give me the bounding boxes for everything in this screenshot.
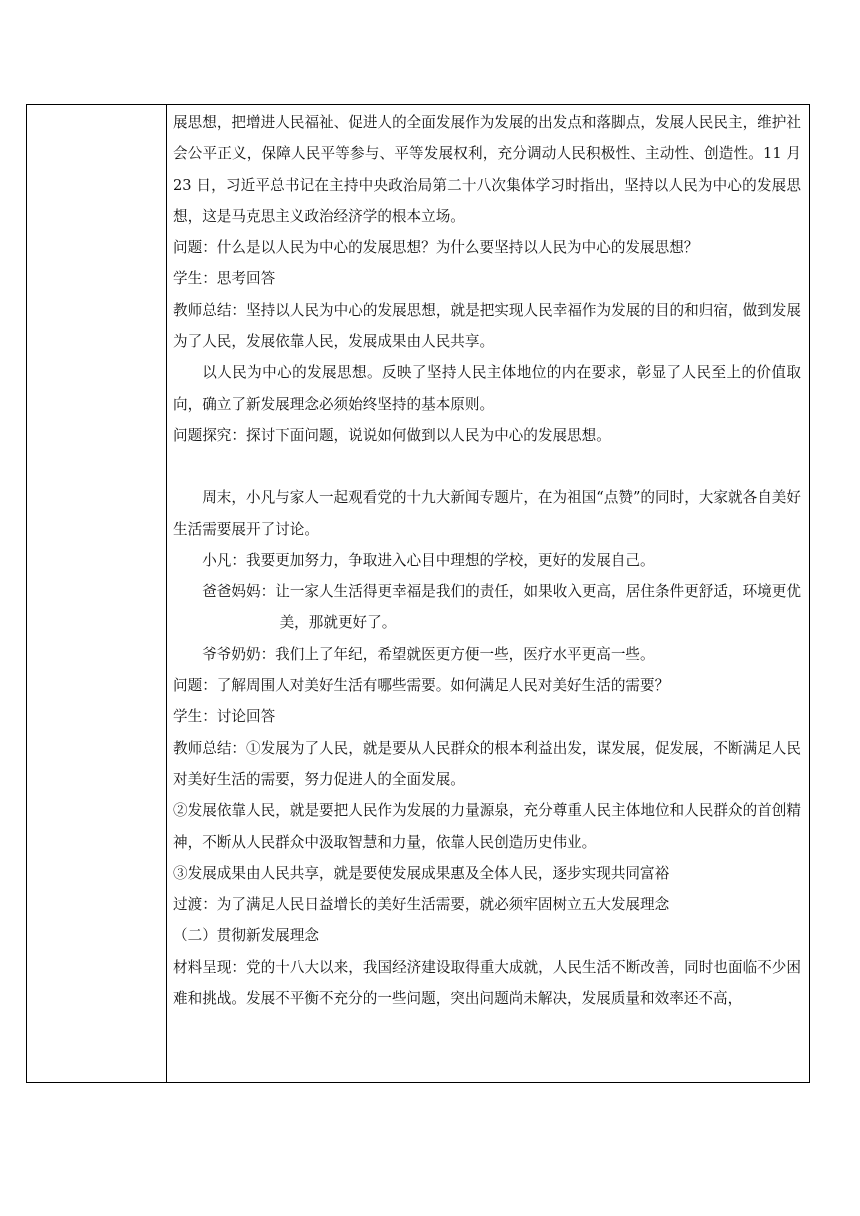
teacher-summary-1: 教师总结：坚持以人民为中心的发展思想，就是把实现人民幸福作为发展的目的和归宿，做到发展为了人民，发展依靠人民，发展成果由人民共享。	[173, 301, 801, 351]
paragraph-xiaofan: 小凡：我要更加努力，争取进入心目中理想的学校，更好的发展自己。	[202, 551, 655, 569]
point-3: ③发展成果由人民共享，就是要使发展成果惠及全体人民，逐步实现共同富裕	[173, 864, 670, 882]
section-heading: （二）贯彻新发展理念	[173, 927, 319, 945]
blank-gap	[173, 451, 801, 482]
table-content-cell	[167, 105, 809, 1082]
paragraph-principle: 以人民为中心的发展思想。反映了坚持人民主体地位的内在要求，彰显了人民至上的价值取向，确立了新发展理念必须始终坚持的基本原则。	[173, 364, 801, 413]
question-2: 问题：了解周围人对美好生活有哪些需要。如何满足人民对美好生活的需要？	[173, 677, 670, 695]
table-left-column	[27, 105, 167, 1082]
student-answer-1: 学生：思考回答	[173, 270, 276, 288]
transition: 过渡：为了满足人民日益增长的美好生活需要，就必须牢固树立五大发展理念	[173, 896, 670, 914]
student-answer-2: 学生：讨论回答	[173, 708, 276, 726]
teacher-summary-2: 教师总结：①发展为了人民，就是要从人民群众的根本利益出发，谋发展，促发展，不断满足人民对美好生活的需要，努力促进人的全面发展。	[173, 739, 801, 788]
question-1: 问题：什么是以人民为中心的发展思想？为什么要坚持以人民为中心的发展思想？	[173, 239, 699, 257]
paragraph-parents: 爸爸妈妈：让一家人生活得更幸福是我们的责任，如果收入更高，居住条件更舒适，环境更优美，那就更好了。	[202, 583, 801, 632]
paragraph-weekend: 周末，小凡与家人一起观看党的十九大新闻专题片，在为祖国“点赞”的同时，大家就各自美好生活需要展开了讨论。	[173, 489, 801, 538]
lesson-table	[26, 104, 810, 1083]
paragraph-development-thought: 展思想，把增进人民福祉、促进人的全面发展作为发展的出发点和落脚点，发展人民民主，维护社会公平正义，保障人民平等参与、平等发展权利，充分调动人民积极性、主动性、创造性。11 月 23 日，习近平总书记在主持中央政治局第二十八次集体学习时指出，坚持以人民为中心的发展思想，这是马克思主义政治经济学的根本立场。	[173, 114, 801, 225]
point-2: ②发展依靠人民，就是要把人民作为发展的力量源泉，充分尊重人民主体地位和人民群众的首创精神，不断从人民群众中汲取智慧和力量，依靠人民创造历史伟业。	[173, 802, 801, 851]
material-presentation: 材料呈现：党的十八大以来，我国经济建设取得重大成就，人民生活不断改善，同时也面临不少困难和挑战。发展不平衡不充分的一些问题，突出问题尚未解决，发展质量和效率还不高，	[173, 958, 801, 1008]
paragraph-grandparents: 爷爷奶奶：我们上了年纪，希望就医更方便一些，医疗水平更高一些。	[202, 645, 655, 663]
question-explore: 问题探究：探讨下面问题，说说如何做到以人民为中心的发展思想。	[173, 426, 611, 444]
